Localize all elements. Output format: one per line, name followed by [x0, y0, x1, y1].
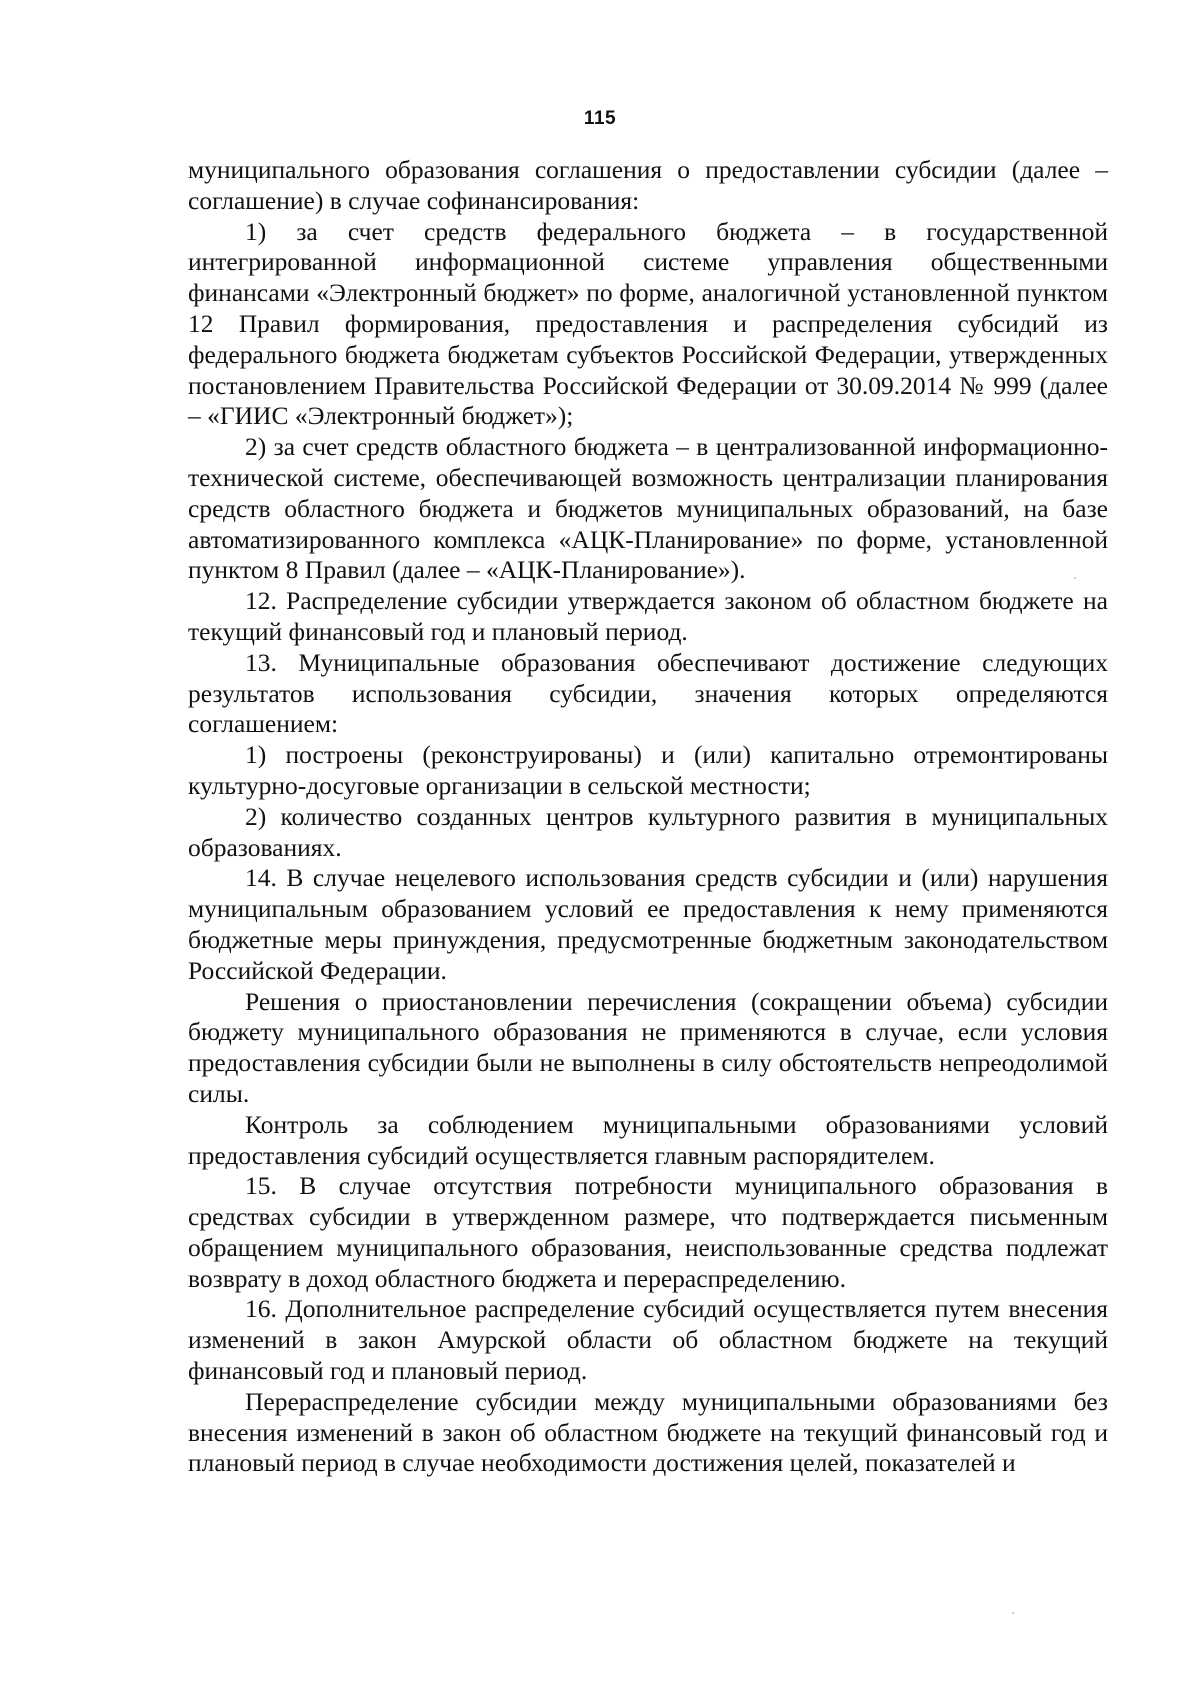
- paragraph-intro: муниципального образования соглашения о предоставлении субсидии (далее – соглашение) в случае софинансирования:: [188, 155, 1108, 215]
- scan-speck: [1012, 1612, 1014, 1614]
- page-number: 115: [583, 108, 617, 129]
- paragraph-regional-budget: 2) за счет средств областного бюджета – в централизованной информационно-технической системе, обеспечивающей возможность централизации планирования средств областного бюджета и бюджетов муниципальных образований, на базе автоматизированного комплекса «АЦК-Планирование» по форме, установленной пунктом 8 Правил (далее – «АЦК-Планирование»).: [188, 432, 1108, 585]
- paragraph-redistribution: Перераспределение субсидии между муниципальными образованиями без внесения изменений в закон об областном бюджете на текущий финансовый год и плановый период в случае необходимости достижения целей, показателей и: [188, 1386, 1108, 1478]
- paragraph-clause-12: 12. Распределение субсидии утверждается законом об областном бюджете на текущий финансовый год и плановый период.: [188, 586, 1108, 646]
- paragraph-suspension: Решения о приостановлении перечисления (сокращении объема) субсидии бюджету муниципального образования не применяются в случае, если условия предоставления субсидии были не выполнены в силу обстоятельств непреодолимой силы.: [188, 986, 1108, 1108]
- paragraph-clause-16: 16. Дополнительное распределение субсидий осуществляется путем внесения изменений в закон Амурской области об областном бюджете на текущий финансовый год и плановый период.: [188, 1294, 1108, 1386]
- paragraph-result-1: 1) построены (реконструированы) и (или) капитально отремонтированы культурно-досуговые организации в сельской местности;: [188, 740, 1108, 800]
- paragraph-federal-budget: 1) за счет средств федерального бюджета – в государственной интегрированной информационной системе управления общественными финансами «Электронный бюджет» по форме, аналогичной установленной пунктом 12 Правил формирования, предоставления и распределения субсидий из федерального бюджета бюджетам субъектов Российской Федерации, утвержденных постановлением Правительства Российской Федерации от 30.09.2014 № 999 (далее – «ГИИС «Электронный бюджет»);: [188, 216, 1108, 431]
- document-body: [188, 155, 1108, 1479]
- paragraph-control: Контроль за соблюдением муниципальными образованиями условий предоставления субсидий осуществляется главным распорядителем.: [188, 1109, 1108, 1170]
- paragraph-clause-15: 15. В случае отсутствия потребности муниципального образования в средствах субсидии в утвержденном размере, что подтверждается письменным обращением муниципального образования, неиспользованные средства подлежат возврату в доход областного бюджета и перераспределению.: [188, 1171, 1108, 1293]
- paragraph-clause-13: 13. Муниципальные образования обеспечивают достижение следующих результатов использования субсидии, значения которых определяются соглашением:: [188, 647, 1108, 739]
- paragraph-result-2: 2) количество созданных центров культурного развития в муниципальных образованиях.: [188, 801, 1108, 862]
- paragraph-clause-14: 14. В случае нецелевого использования средств субсидии и (или) нарушения муниципальным образованием условий ее предоставления к нему применяются бюджетные меры принуждения, предусмотренные бюджетным законодательством Российской Федерации.: [188, 863, 1108, 985]
- scan-speck: [1074, 577, 1076, 579]
